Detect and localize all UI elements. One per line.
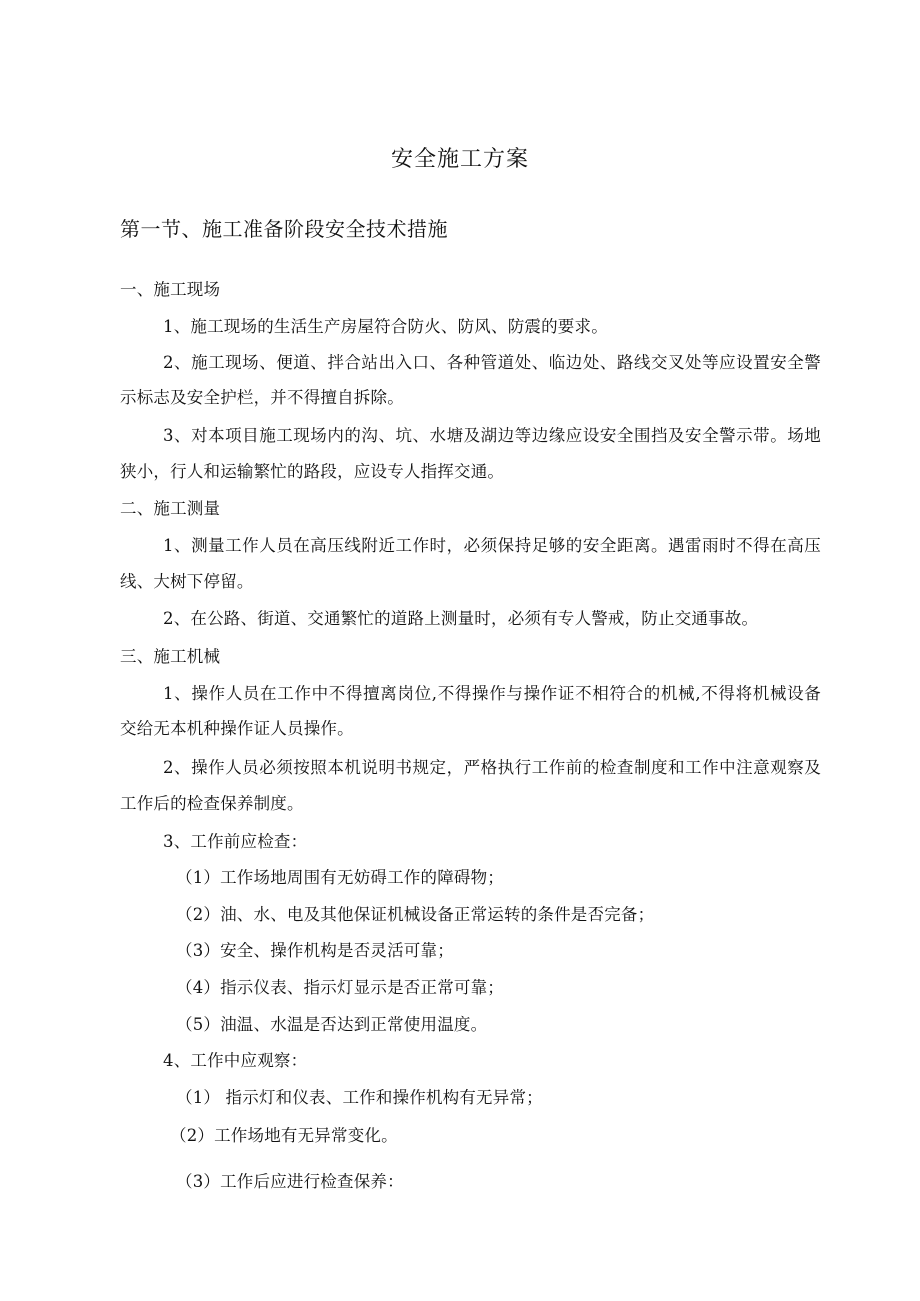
paragraph-line: 工作后的检查保养制度。	[120, 794, 304, 813]
paragraph-line: 线、大树下停留。	[120, 572, 254, 591]
list-item: （4）指示仪表、指示灯显示是否正常可靠；	[176, 978, 504, 997]
list-item: （2）工作场地有无异常变化。	[170, 1126, 398, 1145]
paragraph-line: 狭小，行人和运输繁忙的路段，应设专人指挥交通。	[120, 462, 505, 481]
list-item: （1）工作场地周围有无妨碍工作的障碍物；	[176, 868, 504, 887]
paragraph-line: 3、对本项目施工现场内的沟、坑、水塘及湖边等边缘应设安全围挡及安全警示带。场地	[163, 426, 821, 445]
part-heading: 二、施工测量	[120, 499, 221, 518]
paragraph-line: 2、施工现场、便道、拌合站出入口、各种管道处、临边处、路线交叉处等应设置安全警	[163, 353, 821, 372]
part-heading: 三、施工机械	[120, 647, 221, 666]
section-heading: 第一节、施工准备阶段安全技术措施	[120, 217, 448, 241]
paragraph-line: 1、施工现场的生活生产房屋符合防火、防风、防震的要求。	[163, 317, 608, 336]
paragraph-line: 示标志及安全护栏，并不得擅自拆除。	[120, 388, 404, 407]
paragraph-line: 2、在公路、街道、交通繁忙的道路上测量时，必须有专人警戒，防止交通事故。	[163, 609, 759, 628]
paragraph-line: 交给无本机种操作证人员操作。	[120, 719, 354, 738]
paragraph-line: 1、测量工作人员在高压线附近工作时，必须保持足够的安全距离。遇雷雨时不得在高压	[163, 536, 821, 555]
list-item: （3）工作后应进行检查保养：	[176, 1172, 404, 1191]
paragraph-line: 1、操作人员在工作中不得擅离岗位,不得操作与操作证不相符合的机械,不得将机械设备	[163, 684, 821, 703]
paragraph-line: 2、操作人员必须按照本机说明书规定，严格执行工作前的检查制度和工作中注意观察及	[163, 758, 821, 777]
list-item: （5）油温、水温是否达到正常使用温度。	[176, 1015, 488, 1034]
list-item: （3）安全、操作机构是否灵活可靠；	[176, 941, 454, 960]
list-item: （2）油、水、电及其他保证机械设备正常运转的条件是否完备；	[176, 905, 655, 924]
list-item: （1） 指示灯和仪表、工作和操作机构有无异常；	[176, 1088, 543, 1107]
document-title: 安全施工方案	[390, 147, 529, 172]
paragraph-line: 3、工作前应检查：	[163, 832, 308, 851]
paragraph-line: 4、工作中应观察：	[163, 1051, 308, 1070]
part-heading: 一、施工现场	[120, 280, 221, 299]
